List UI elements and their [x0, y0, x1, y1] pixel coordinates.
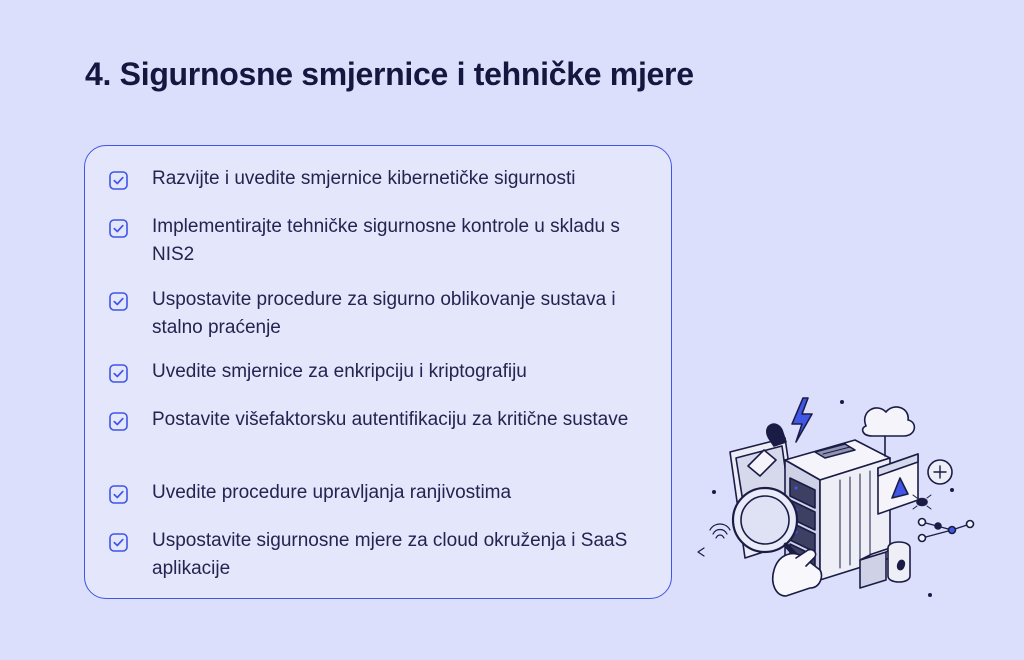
- list-item-text: Uvedite procedure upravljanja ranjivostima: [152, 482, 512, 503]
- checkbox-checked-icon: [109, 292, 128, 311]
- checkbox-checked-icon: [109, 533, 128, 552]
- list-item-text: Uvedite smjernice za enkripciju i kriptografiju: [152, 361, 527, 382]
- checkbox-checked-icon: [109, 219, 128, 238]
- list-item-text: Uspostavite procedure za sigurno oblikovanje sustava i stalno praćenje: [152, 289, 616, 338]
- checkbox-checked-icon: [109, 171, 128, 190]
- list-item-text: Postavite višefaktorsku autentifikaciju za kritične sustave: [152, 409, 629, 430]
- checkbox-checked-icon: [109, 364, 128, 383]
- list-item-text: Razvijte i uvedite smjernice kibernetičke sigurnosti: [152, 168, 576, 189]
- checkbox-checked-icon: [109, 485, 128, 504]
- list-item-text: Implementirajte tehničke sigurnosne kontrole u skladu s NIS2: [152, 216, 620, 265]
- list-item-text: Uspostavite sigurnosne mjere za cloud okruženja i SaaS aplikacije: [152, 530, 628, 579]
- page-title: 4. Sigurnosne smjernice i tehničke mjere: [85, 56, 694, 92]
- checklist-card: [84, 145, 672, 599]
- server-security-illustration: [690, 380, 990, 630]
- checkbox-checked-icon: [109, 412, 128, 431]
